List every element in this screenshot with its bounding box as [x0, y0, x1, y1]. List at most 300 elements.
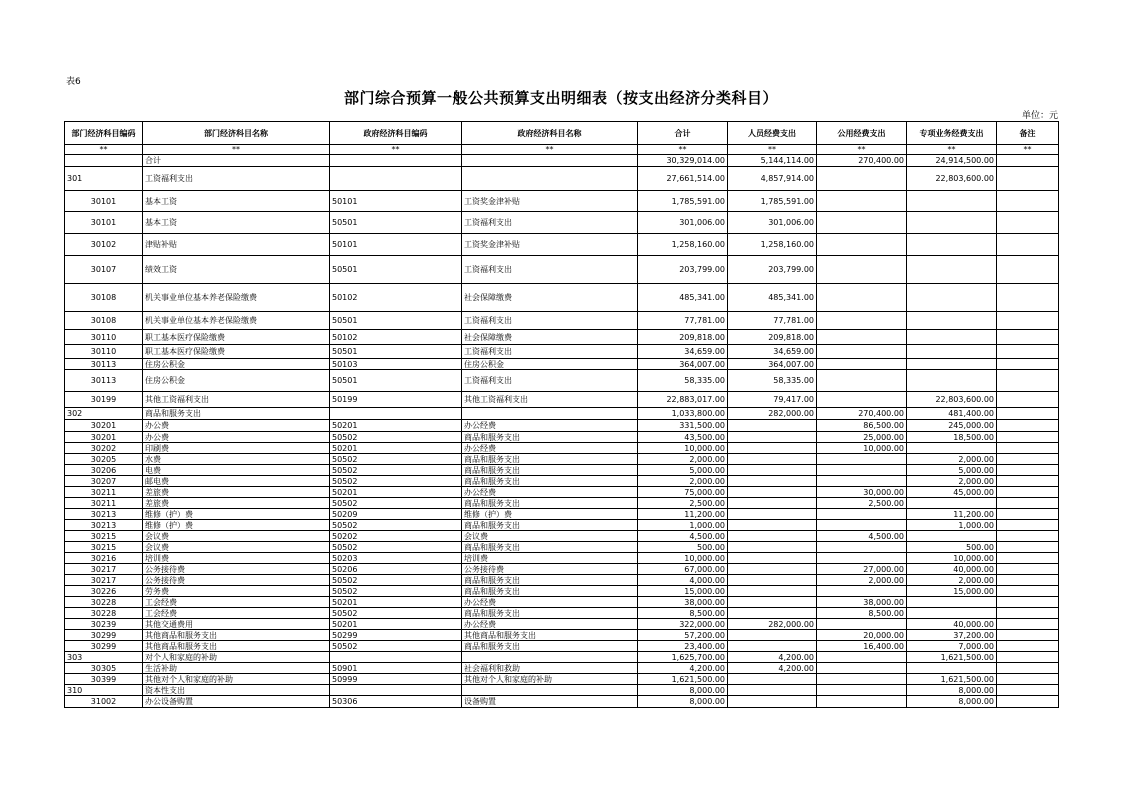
table-row — [65, 370, 1059, 392]
dept-code-cell: 30211 — [65, 498, 143, 509]
special-cell — [907, 531, 997, 542]
note-cell — [997, 454, 1059, 465]
personnel-cell — [728, 476, 817, 487]
dept-name-cell: 劳务费 — [143, 586, 330, 597]
personnel-cell: 282,000.00 — [728, 619, 817, 630]
gov-name-cell: 办公经费 — [462, 619, 638, 630]
gov-code-cell: 50501 — [330, 212, 462, 234]
public-cell: 38,000.00 — [817, 597, 907, 608]
special-cell: 10,000.00 — [907, 553, 997, 564]
dept-name-cell: 基本工资 — [143, 191, 330, 212]
gov-code-cell: 50502 — [330, 520, 462, 531]
public-cell: 16,400.00 — [817, 641, 907, 652]
table-row — [65, 392, 1059, 408]
personnel-cell — [728, 630, 817, 641]
gov-code-cell: 50502 — [330, 575, 462, 586]
personnel-cell: 58,335.00 — [728, 370, 817, 392]
dept-name-cell: 其他商品和服务支出 — [143, 641, 330, 652]
gov-name-cell: ** — [462, 145, 638, 155]
page-title: 部门综合预算一般公共预算支出明细表（按支出经济分类科目） — [343, 89, 778, 107]
gov-name-cell: 商品和服务支出 — [462, 575, 638, 586]
header-cell: 人员经费支出 — [728, 122, 817, 145]
dept-name-cell: 对个人和家庭的补助 — [143, 652, 330, 663]
header-cell: 部门经济科目编码 — [65, 122, 143, 145]
personnel-cell — [728, 586, 817, 597]
gov-code-cell — [330, 652, 462, 663]
total-cell: 43,500.00 — [638, 432, 728, 443]
table-row — [65, 408, 1059, 420]
total-cell: ** — [638, 145, 728, 155]
personnel-cell — [728, 542, 817, 553]
public-cell — [817, 345, 907, 359]
gov-name-cell — [462, 652, 638, 663]
public-cell — [817, 476, 907, 487]
dept-code-cell: 30102 — [65, 234, 143, 256]
table-row — [65, 476, 1059, 487]
special-cell: 2,000.00 — [907, 575, 997, 586]
total-cell: 8,000.00 — [638, 685, 728, 696]
special-cell: 18,500.00 — [907, 432, 997, 443]
gov-name-cell: 培训费 — [462, 553, 638, 564]
dept-code-cell: 302 — [65, 408, 143, 420]
gov-name-cell: 其他商品和服务支出 — [462, 630, 638, 641]
personnel-cell: 5,144,114.00 — [728, 155, 817, 167]
gov-name-cell: 商品和服务支出 — [462, 476, 638, 487]
gov-code-cell: 50501 — [330, 370, 462, 392]
dept-name-cell: 机关事业单位基本养老保险缴费 — [143, 312, 330, 330]
total-cell: 203,799.00 — [638, 256, 728, 284]
gov-code-cell: 50101 — [330, 191, 462, 212]
dept-code-cell: 30213 — [65, 520, 143, 531]
gov-name-cell: 会议费 — [462, 531, 638, 542]
gov-name-cell: 办公经费 — [462, 487, 638, 498]
public-cell: 86,500.00 — [817, 420, 907, 432]
table-row — [65, 597, 1059, 608]
total-cell: 209,818.00 — [638, 330, 728, 345]
gov-name-cell: 商品和服务支出 — [462, 608, 638, 619]
dept-name-cell: 邮电费 — [143, 476, 330, 487]
note-cell — [997, 312, 1059, 330]
public-cell: ** — [817, 145, 907, 155]
gov-code-cell: 50209 — [330, 509, 462, 520]
dept-name-cell: 培训费 — [143, 553, 330, 564]
gov-name-cell: 商品和服务支出 — [462, 454, 638, 465]
note-cell — [997, 696, 1059, 708]
dept-code-cell: 30299 — [65, 641, 143, 652]
dept-code-cell: 30228 — [65, 597, 143, 608]
total-cell: 27,661,514.00 — [638, 167, 728, 191]
total-cell: 2,000.00 — [638, 476, 728, 487]
personnel-cell: 4,200.00 — [728, 663, 817, 674]
dept-code-cell: 30216 — [65, 553, 143, 564]
gov-code-cell: 50102 — [330, 284, 462, 312]
public-cell: 270,400.00 — [817, 408, 907, 420]
dept-name-cell: 公务接待费 — [143, 564, 330, 575]
dept-name-cell: 合计 — [143, 155, 330, 167]
dept-code-cell: 30113 — [65, 370, 143, 392]
special-cell — [907, 359, 997, 370]
total-cell: 1,258,160.00 — [638, 234, 728, 256]
special-cell — [907, 284, 997, 312]
total-cell: 11,200.00 — [638, 509, 728, 520]
gov-code-cell: 50501 — [330, 256, 462, 284]
total-cell: 23,400.00 — [638, 641, 728, 652]
gov-code-cell: 50203 — [330, 553, 462, 564]
special-cell: ** — [907, 145, 997, 155]
table-row — [65, 542, 1059, 553]
table-row — [65, 608, 1059, 619]
gov-name-cell: 社会保障缴费 — [462, 330, 638, 345]
public-cell — [817, 359, 907, 370]
table-row — [65, 191, 1059, 212]
table-row — [65, 155, 1059, 167]
public-cell: 270,400.00 — [817, 155, 907, 167]
table-row — [65, 674, 1059, 685]
personnel-cell: 364,007.00 — [728, 359, 817, 370]
public-cell: 10,000.00 — [817, 443, 907, 454]
header-cell: 公用经费支出 — [817, 122, 907, 145]
dept-name-cell: 工资福利支出 — [143, 167, 330, 191]
dept-code-cell: 30202 — [65, 443, 143, 454]
special-cell — [907, 330, 997, 345]
personnel-cell — [728, 531, 817, 542]
table-row — [65, 359, 1059, 370]
total-cell: 301,006.00 — [638, 212, 728, 234]
total-cell: 8,000.00 — [638, 696, 728, 708]
dept-code-cell: 30211 — [65, 487, 143, 498]
public-cell: 30,000.00 — [817, 487, 907, 498]
special-cell: 24,914,500.00 — [907, 155, 997, 167]
table-row — [65, 619, 1059, 630]
note-cell — [997, 520, 1059, 531]
dept-name-cell: 住房公积金 — [143, 370, 330, 392]
personnel-cell — [728, 443, 817, 454]
note-cell — [997, 330, 1059, 345]
gov-code-cell: 50502 — [330, 542, 462, 553]
public-cell — [817, 509, 907, 520]
public-cell — [817, 619, 907, 630]
dept-code-cell: 303 — [65, 652, 143, 663]
note-cell — [997, 586, 1059, 597]
public-cell — [817, 392, 907, 408]
table-row — [65, 498, 1059, 509]
gov-name-cell — [462, 408, 638, 420]
gov-name-cell: 商品和服务支出 — [462, 542, 638, 553]
dept-name-cell: 机关事业单位基本养老保险缴费 — [143, 284, 330, 312]
dept-name-cell: 住房公积金 — [143, 359, 330, 370]
total-cell: 67,000.00 — [638, 564, 728, 575]
public-cell — [817, 191, 907, 212]
table-row — [65, 487, 1059, 498]
note-cell: ** — [997, 145, 1059, 155]
gov-code-cell: 50502 — [330, 641, 462, 652]
gov-name-cell: 商品和服务支出 — [462, 586, 638, 597]
special-cell: 2,000.00 — [907, 476, 997, 487]
note-cell — [997, 575, 1059, 586]
dept-name-cell: 公务接待费 — [143, 575, 330, 586]
note-cell — [997, 641, 1059, 652]
special-cell: 11,200.00 — [907, 509, 997, 520]
gov-name-cell: 工资福利支出 — [462, 256, 638, 284]
dept-name-cell: 绩效工资 — [143, 256, 330, 284]
note-cell — [997, 487, 1059, 498]
dept-code-cell: 30228 — [65, 608, 143, 619]
special-cell — [907, 191, 997, 212]
dept-code-cell: 30399 — [65, 674, 143, 685]
personnel-cell: 209,818.00 — [728, 330, 817, 345]
special-cell: 481,400.00 — [907, 408, 997, 420]
note-cell — [997, 542, 1059, 553]
special-cell — [907, 345, 997, 359]
table-row — [65, 465, 1059, 476]
public-cell — [817, 542, 907, 553]
total-cell: 38,000.00 — [638, 597, 728, 608]
public-cell: 2,500.00 — [817, 498, 907, 509]
personnel-cell — [728, 575, 817, 586]
note-cell — [997, 531, 1059, 542]
note-cell — [997, 420, 1059, 432]
total-cell: 5,000.00 — [638, 465, 728, 476]
gov-name-cell: 工资福利支出 — [462, 370, 638, 392]
dept-code-cell: 30101 — [65, 212, 143, 234]
table-row — [65, 420, 1059, 432]
public-cell — [817, 652, 907, 663]
gov-code-cell: 50201 — [330, 420, 462, 432]
table-row — [65, 509, 1059, 520]
personnel-cell: 77,781.00 — [728, 312, 817, 330]
dept-code-cell: 30113 — [65, 359, 143, 370]
gov-code-cell: 50202 — [330, 531, 462, 542]
total-cell: 77,781.00 — [638, 312, 728, 330]
total-cell: 58,335.00 — [638, 370, 728, 392]
table-row — [65, 330, 1059, 345]
total-cell: 4,500.00 — [638, 531, 728, 542]
dept-name-cell: 维修（护）费 — [143, 509, 330, 520]
gov-code-cell: 50502 — [330, 476, 462, 487]
gov-name-cell: 工资奖金津补贴 — [462, 234, 638, 256]
gov-code-cell: 50201 — [330, 619, 462, 630]
note-cell — [997, 465, 1059, 476]
note-cell — [997, 619, 1059, 630]
special-cell: 37,200.00 — [907, 630, 997, 641]
dept-code-cell: 30205 — [65, 454, 143, 465]
dept-name-cell: 职工基本医疗保险缴费 — [143, 330, 330, 345]
total-cell: 30,329,014.00 — [638, 155, 728, 167]
special-cell: 8,000.00 — [907, 696, 997, 708]
table-row — [65, 630, 1059, 641]
note-cell — [997, 345, 1059, 359]
gov-code-cell: 50299 — [330, 630, 462, 641]
note-cell — [997, 408, 1059, 420]
gov-code-cell: 50502 — [330, 586, 462, 597]
dept-name-cell: 差旅费 — [143, 487, 330, 498]
personnel-cell: 282,000.00 — [728, 408, 817, 420]
dept-code-cell: 30239 — [65, 619, 143, 630]
dept-name-cell: 津贴补贴 — [143, 234, 330, 256]
note-cell — [997, 256, 1059, 284]
personnel-cell — [728, 674, 817, 685]
public-cell — [817, 167, 907, 191]
personnel-cell: ** — [728, 145, 817, 155]
public-cell — [817, 553, 907, 564]
note-cell — [997, 191, 1059, 212]
total-cell: 75,000.00 — [638, 487, 728, 498]
header-cell: 部门经济科目名称 — [143, 122, 330, 145]
special-cell: 8,000.00 — [907, 685, 997, 696]
table-row — [65, 696, 1059, 708]
table-row — [65, 564, 1059, 575]
dept-code-cell: 301 — [65, 167, 143, 191]
personnel-cell: 485,341.00 — [728, 284, 817, 312]
dept-code-cell — [65, 155, 143, 167]
total-cell: 22,883,017.00 — [638, 392, 728, 408]
note-cell — [997, 553, 1059, 564]
personnel-cell: 34,659.00 — [728, 345, 817, 359]
public-cell: 27,000.00 — [817, 564, 907, 575]
personnel-cell — [728, 685, 817, 696]
gov-name-cell: 商品和服务支出 — [462, 520, 638, 531]
dept-name-cell: 商品和服务支出 — [143, 408, 330, 420]
gov-name-cell — [462, 155, 638, 167]
dept-name-cell: 电费 — [143, 465, 330, 476]
dept-name-cell: 基本工资 — [143, 212, 330, 234]
table-row — [65, 586, 1059, 597]
table-row — [65, 256, 1059, 284]
personnel-cell — [728, 553, 817, 564]
note-cell — [997, 167, 1059, 191]
note-cell — [997, 663, 1059, 674]
public-cell — [817, 465, 907, 476]
note-cell — [997, 685, 1059, 696]
note-cell — [997, 155, 1059, 167]
note-cell — [997, 509, 1059, 520]
gov-code-cell: 50201 — [330, 597, 462, 608]
personnel-cell — [728, 696, 817, 708]
total-cell: 1,000.00 — [638, 520, 728, 531]
note-cell — [997, 284, 1059, 312]
dept-code-cell: 30201 — [65, 420, 143, 432]
dept-name-cell: 工会经费 — [143, 597, 330, 608]
total-cell: 2,000.00 — [638, 454, 728, 465]
dept-code-cell: 30206 — [65, 465, 143, 476]
gov-code-cell: 50201 — [330, 443, 462, 454]
special-cell — [907, 443, 997, 454]
dept-code-cell: 30110 — [65, 330, 143, 345]
dept-name-cell: 其他商品和服务支出 — [143, 630, 330, 641]
total-cell: 322,000.00 — [638, 619, 728, 630]
gov-name-cell: 设备购置 — [462, 696, 638, 708]
special-cell: 40,000.00 — [907, 619, 997, 630]
dept-name-cell: 其他对个人和家庭的补助 — [143, 674, 330, 685]
gov-code-cell: 50502 — [330, 432, 462, 443]
table-row — [65, 284, 1059, 312]
special-cell: 2,000.00 — [907, 454, 997, 465]
header-cell: 专项业务经费支出 — [907, 122, 997, 145]
header-cell: 政府经济科目编码 — [330, 122, 462, 145]
personnel-cell — [728, 641, 817, 652]
public-cell: 25,000.00 — [817, 432, 907, 443]
personnel-cell — [728, 597, 817, 608]
personnel-cell — [728, 420, 817, 432]
total-cell: 1,625,700.00 — [638, 652, 728, 663]
gov-code-cell: 50502 — [330, 608, 462, 619]
dept-name-cell: 其他交通费用 — [143, 619, 330, 630]
table-row — [65, 652, 1059, 663]
special-cell: 7,000.00 — [907, 641, 997, 652]
table-row — [65, 312, 1059, 330]
public-cell: 20,000.00 — [817, 630, 907, 641]
budget-table — [64, 121, 1059, 708]
table-row — [65, 345, 1059, 359]
public-cell: 8,500.00 — [817, 608, 907, 619]
table-row — [65, 443, 1059, 454]
note-cell — [997, 212, 1059, 234]
dept-code-cell: 30299 — [65, 630, 143, 641]
special-cell — [907, 498, 997, 509]
special-cell — [907, 608, 997, 619]
gov-code-cell: 50502 — [330, 454, 462, 465]
personnel-cell — [728, 608, 817, 619]
header-cell: 合计 — [638, 122, 728, 145]
total-cell: 4,200.00 — [638, 663, 728, 674]
dept-name-cell: 办公费 — [143, 432, 330, 443]
public-cell — [817, 212, 907, 234]
public-cell — [817, 663, 907, 674]
table-row — [65, 685, 1059, 696]
dept-name-cell: 会议费 — [143, 542, 330, 553]
personnel-cell — [728, 487, 817, 498]
gov-code-cell: 50501 — [330, 345, 462, 359]
dept-name-cell: 办公费 — [143, 420, 330, 432]
dept-code-cell: 30108 — [65, 312, 143, 330]
gov-name-cell: 其他对个人和家庭的补助 — [462, 674, 638, 685]
special-cell — [907, 597, 997, 608]
dept-code-cell: 310 — [65, 685, 143, 696]
gov-code-cell — [330, 408, 462, 420]
gov-name-cell — [462, 167, 638, 191]
public-cell — [817, 674, 907, 685]
note-cell — [997, 608, 1059, 619]
note-cell — [997, 443, 1059, 454]
public-cell — [817, 312, 907, 330]
personnel-cell: 4,857,914.00 — [728, 167, 817, 191]
dept-name-cell: 其他工资福利支出 — [143, 392, 330, 408]
public-cell — [817, 370, 907, 392]
public-cell — [817, 586, 907, 597]
dept-name-cell: 印刷费 — [143, 443, 330, 454]
gov-code-cell — [330, 167, 462, 191]
special-cell — [907, 256, 997, 284]
gov-code-cell: 50501 — [330, 312, 462, 330]
gov-name-cell: 商品和服务支出 — [462, 465, 638, 476]
table-row — [65, 520, 1059, 531]
public-cell — [817, 256, 907, 284]
special-cell: 15,000.00 — [907, 586, 997, 597]
personnel-cell: 1,258,160.00 — [728, 234, 817, 256]
table-row — [65, 641, 1059, 652]
public-cell — [817, 234, 907, 256]
gov-name-cell: 住房公积金 — [462, 359, 638, 370]
dept-code-cell: 30207 — [65, 476, 143, 487]
note-cell — [997, 476, 1059, 487]
dept-code-cell: 30199 — [65, 392, 143, 408]
gov-code-cell — [330, 685, 462, 696]
note-cell — [997, 370, 1059, 392]
special-cell: 22,803,600.00 — [907, 167, 997, 191]
gov-name-cell: 办公经费 — [462, 597, 638, 608]
personnel-cell — [728, 509, 817, 520]
dept-code-cell: 30217 — [65, 575, 143, 586]
